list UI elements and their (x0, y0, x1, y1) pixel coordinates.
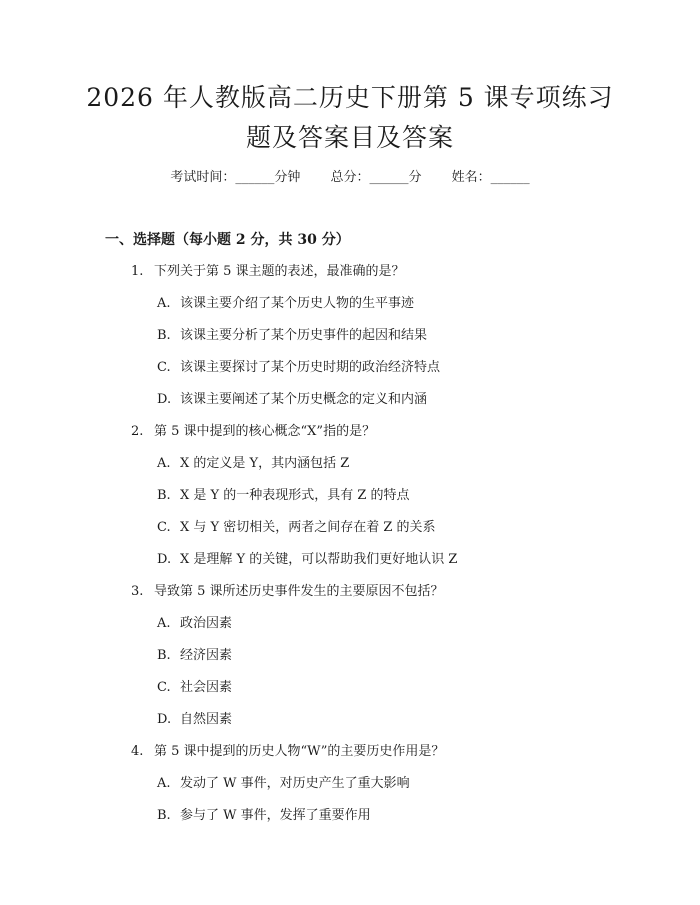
question-3-option-c (157, 679, 232, 697)
student-name-field: 姓名：______ (451, 170, 530, 185)
question-number: 1. (131, 264, 144, 279)
option-text: X 是 Y 的一种表现形式，具有 Z 的特点 (180, 488, 410, 503)
question-1-stem (131, 263, 405, 281)
question-2-option-b (157, 487, 410, 505)
question-2-option-c (157, 519, 436, 537)
question-1-option-c (157, 359, 440, 377)
option-text: 参与了 W 事件，发挥了重要作用 (180, 808, 371, 823)
option-label: C. (157, 680, 171, 695)
option-text: X 是理解 Y 的关键，可以帮助我们更好地认识 Z (180, 552, 458, 567)
option-text: 该课主要分析了某个历史事件的起因和结果 (180, 328, 428, 343)
option-label: D. (157, 392, 172, 407)
option-text: 该课主要介绍了某个历史人物的生平事迹 (180, 296, 415, 311)
question-4-option-a (157, 775, 410, 793)
option-label: C. (157, 360, 171, 375)
option-text: 经济因素 (180, 648, 233, 663)
question-3-option-d (157, 711, 232, 729)
section-heading: 一、选择题（每小题 2 分，共 30 分） (105, 232, 350, 248)
document-title (60, 78, 640, 158)
question-number: 4. (131, 744, 144, 759)
question-text: 第 5 课中提到的核心概念“X”指的是？ (154, 424, 376, 439)
question-number: 2. (131, 424, 144, 439)
option-label: A. (157, 296, 171, 311)
option-label: A. (157, 616, 171, 631)
question-4-option-b (157, 807, 371, 825)
question-2-option-d (157, 551, 457, 569)
question-3-option-a (157, 615, 232, 633)
option-text: X 与 Y 密切相关，两者之间存在着 Z 的关系 (180, 520, 436, 535)
question-3-option-b (157, 647, 232, 665)
total-score-field: 总分：______分 (330, 170, 422, 185)
option-label: B. (157, 488, 171, 503)
option-text: 发动了 W 事件，对历史产生了重大影响 (180, 776, 410, 791)
question-4-stem (131, 743, 444, 761)
question-2-stem (131, 423, 375, 441)
option-text: 自然因素 (180, 712, 233, 727)
exam-info-row (0, 169, 700, 187)
question-text: 导致第 5 课所述历史事件发生的主要原因不包括？ (154, 584, 444, 599)
option-label: D. (157, 552, 172, 567)
option-text: 政治因素 (180, 616, 233, 631)
question-text: 第 5 课中提到的历史人物“W”的主要历史作用是？ (154, 744, 445, 759)
question-number: 3. (131, 584, 144, 599)
option-label: B. (157, 648, 171, 663)
title-line-2: 题及答案目及答案 (245, 123, 454, 152)
question-1-option-a (157, 295, 414, 313)
option-text: 社会因素 (180, 680, 233, 695)
option-text: X 的定义是 Y，其内涵包括 Z (180, 456, 350, 471)
option-label: D. (157, 712, 172, 727)
option-label: B. (157, 328, 171, 343)
question-text: 下列关于第 5 课主题的表述，最准确的是？ (154, 264, 405, 279)
option-text: 该课主要探讨了某个历史时期的政治经济特点 (180, 360, 441, 375)
title-line-1: 2026 年人教版高二历史下册第 5 课专项练习 (86, 83, 614, 112)
option-label: A. (157, 776, 171, 791)
question-1-option-b (157, 327, 427, 345)
option-label: C. (157, 520, 171, 535)
question-2-option-a (157, 455, 349, 473)
question-3-stem (131, 583, 444, 601)
option-label: B. (157, 808, 171, 823)
option-label: A. (157, 456, 171, 471)
option-text: 该课主要阐述了某个历史概念的定义和内涵 (180, 392, 428, 407)
exam-time-field: 考试时间：______分钟 (170, 170, 301, 185)
question-1-option-d (157, 391, 427, 409)
